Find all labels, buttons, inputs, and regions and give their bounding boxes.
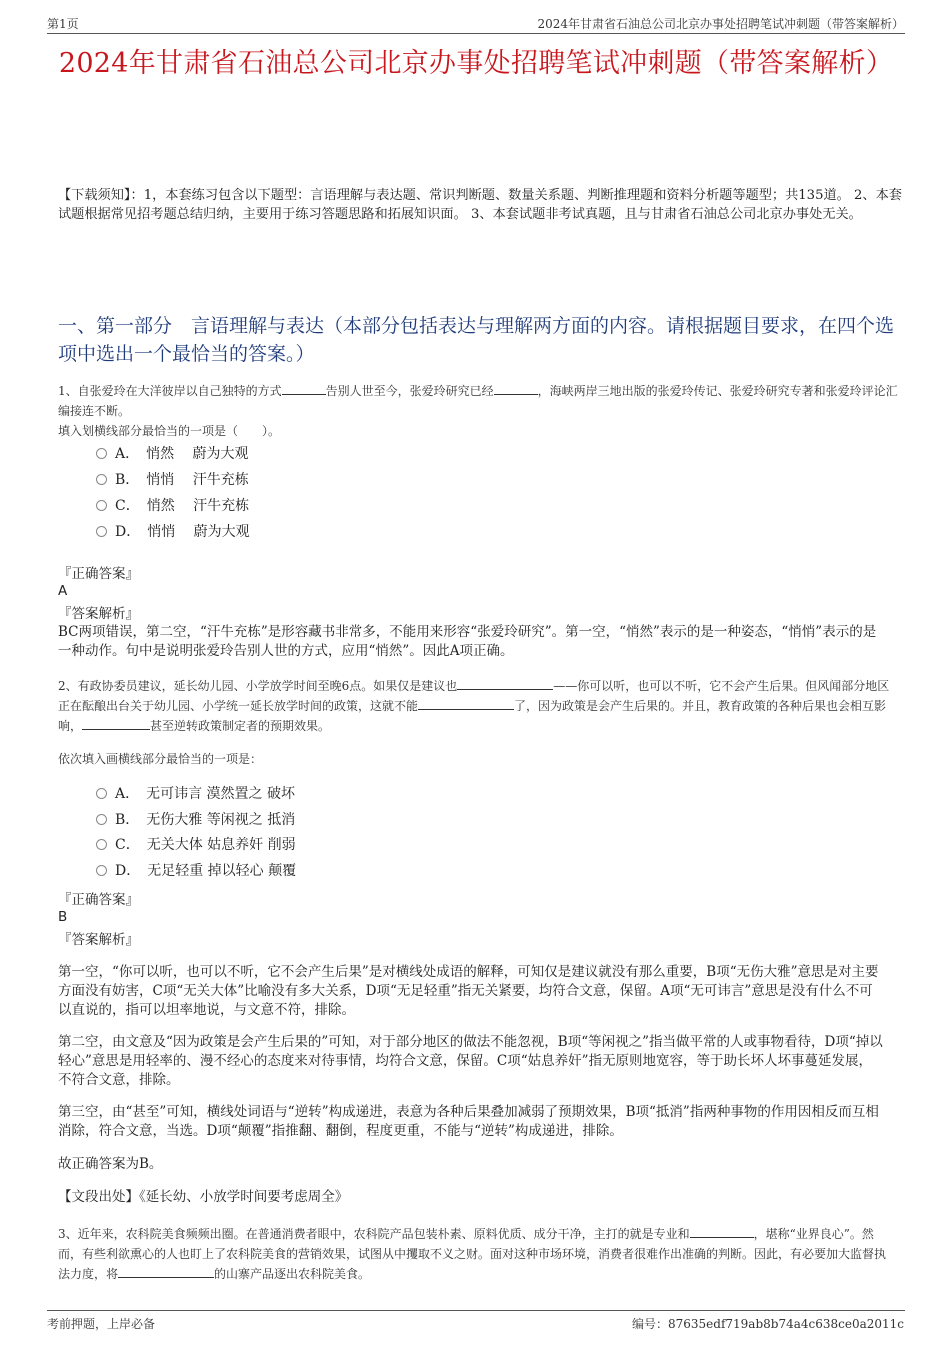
radio-icon[interactable] xyxy=(96,448,107,459)
blank-line xyxy=(418,696,514,710)
option-label: C． 无关大体 姑息养奸 削弱 xyxy=(115,837,296,853)
radio-icon[interactable] xyxy=(96,474,107,485)
question-3-part-b: ，堪称“业界良心”。然而，有些利欲熏心的人也盯上了农科院美食的营销效果，试图从中攫取不义之财。面对这种市场环境，消费者很难作出准确的判断。因此，有必要加大监督执法力度，将 xyxy=(58,1227,887,1281)
header-rule xyxy=(47,33,905,34)
correct-answer-label: 『正确答案』 xyxy=(58,566,139,582)
question-2-part-d: 甚至逆转政策制定者的预期效果。 xyxy=(150,719,331,733)
question-3-part-c: 的山寨产品逐出农科院美食。 xyxy=(214,1267,371,1281)
question-2-conclusion: 故正确答案为B。 xyxy=(58,1156,163,1172)
question-1-option-d[interactable] xyxy=(96,521,250,543)
question-1-option-b[interactable] xyxy=(96,469,249,491)
document-title: 2024年甘肃省石油总公司北京办事处招聘笔试冲刺题（带答案解析） xyxy=(58,48,894,79)
blank-line xyxy=(82,716,150,730)
footer-rule xyxy=(47,1310,905,1311)
option-label: A． 无可讳言 漠然置之 破坏 xyxy=(115,786,296,802)
radio-icon[interactable] xyxy=(96,526,107,537)
blank-line xyxy=(690,1224,754,1238)
question-1-part-c: ，海峡两岸三地出版的张爱玲传记、张爱玲研究专著和张爱玲评论汇编接连不断。 xyxy=(58,384,898,418)
question-2-source: 【文段出处】《延长幼、小放学时间要考虑周全》 xyxy=(58,1189,349,1205)
option-label: C． 悄然 汗牛充栋 xyxy=(115,498,250,514)
question-2-prompt: 依次填入画横线部分最恰当的一项是： xyxy=(58,752,263,766)
radio-icon[interactable] xyxy=(96,788,107,799)
blank-line xyxy=(457,676,553,690)
section-heading: 一、第一部分 言语理解与表达（本部分包括表达与理解两方面的内容。请根据题目要求，在四个选项中选出一个最恰当的答案。） xyxy=(58,315,895,365)
page-number: 第1页 xyxy=(47,17,79,31)
correct-answer: B xyxy=(58,909,68,925)
radio-icon[interactable] xyxy=(96,865,107,876)
question-1-part-a: 1、自张爱玲在大洋彼岸以自己独特的方式 xyxy=(58,384,282,398)
question-1-option-c[interactable] xyxy=(96,495,249,517)
question-2-option-a[interactable] xyxy=(96,783,295,805)
question-3-part-a: 3、近年来，农科院美食频频出圈。在普通消费者眼中，农科院产品包装朴素、原料优质、成分干净，主打的就是专业和 xyxy=(58,1227,690,1241)
blank-line xyxy=(118,1264,214,1278)
blank-line xyxy=(494,381,538,395)
question-2-part-a: 2、有政协委员建议，延长幼儿园、小学放学时间至晚6点。如果仅是建议也 xyxy=(58,679,458,693)
footer-slogan: 考前押题，上岸必备 xyxy=(47,1317,156,1331)
radio-icon[interactable] xyxy=(96,814,107,825)
running-header-title: 2024年甘肃省石油总公司北京办事处招聘笔试冲刺题（带答案解析） xyxy=(537,17,904,31)
question-2-analysis-1: 第一空，“你可以听，也可以不听，它不会产生后果”是对横线处成语的解释，可知仅是建议就没有那么重要，B项“无伤大雅”意思是对主要方面没有妨害，C项“无关大体”比喻没有多大关系，D项“无足轻重”指无关紧要，均符合文意，保留。A项“无可讳言”意思是没有什么不可以直说的，指可以坦率地说，与文意不符，排除。 xyxy=(58,964,879,1018)
question-2-analysis-2: 第二空，由文意及“因为政策是会产生后果的”可知，对于部分地区的做法不能忽视，B项“等闲视之”指当做平常的人或事物看待，D项“掉以轻心”意思是用轻率的、漫不经心的态度来对待事情，均符合文意，保留。C项“姑息养奸”指无原则地宽容，等于助长坏人坏事蔓延发展，不符合文意，排除。 xyxy=(58,1034,883,1088)
radio-icon[interactable] xyxy=(96,500,107,511)
question-3-text xyxy=(58,1224,893,1284)
question-2-analysis-3: 第三空，由“甚至”可知，横线处词语与“逆转”构成递进，表意为各种后果叠加减弱了预期效果，B项“抵消”指两种事物的作用因相反而互相消除，符合文意，当选。D项“颠覆”指推翻、翻倒，程度更重，不能与“逆转”构成递进，排除。 xyxy=(58,1104,879,1139)
question-2-part-b: ——你可以听，也可以不听，它不会产生后果。但风闻部分地区正在酝酿出台关于幼儿园、小学统一延长放学时间的政策，这就不能 xyxy=(58,679,890,713)
download-notice: 【下载须知】：1，本套练习包含以下题型：言语理解与表达题、常识判断题、数量关系题、判断推理题和资料分析题等题型；共135道。 2、本套试题根据常见招考题总结归纳，主要用于练习答题思路和拓展知识面。 3、本套试题非考试真题，且与甘肃省石油总公司北京办事处无关。 xyxy=(58,188,902,222)
analysis-label: 『答案解析』 xyxy=(58,606,139,622)
question-1-option-a[interactable] xyxy=(96,443,249,465)
question-1-text xyxy=(58,381,903,421)
option-label: B． 悄悄 汗牛充栋 xyxy=(115,472,249,488)
question-1-analysis: BC两项错误，第二空，“汗牛充栋”是形容藏书非常多，不能用来形容“张爱玲研究”。第一空，“悄然”表示的是一种姿态，“悄悄”表示的是一种动作。句中是说明张爱玲告别人世的方式，应用“悄然”。因此A项正确。 xyxy=(58,624,877,659)
option-label: B． 无伤大雅 等闲视之 抵消 xyxy=(115,812,296,828)
option-label: A． 悄然 蔚为大观 xyxy=(115,446,249,462)
question-2-option-c[interactable] xyxy=(96,834,296,856)
blank-line xyxy=(282,381,326,395)
analysis-label: 『答案解析』 xyxy=(58,932,139,948)
question-2-option-b[interactable] xyxy=(96,809,295,831)
correct-answer: A xyxy=(58,583,68,599)
question-1-part-b: 告别人世至今，张爱玲研究已经 xyxy=(325,384,494,398)
question-1-prompt: 填入划横线部分最恰当的一项是（ ）。 xyxy=(58,424,281,438)
option-label: D． 无足轻重 掉以轻心 颠覆 xyxy=(115,863,297,879)
correct-answer-label: 『正确答案』 xyxy=(58,892,139,908)
option-label: D． 悄悄 蔚为大观 xyxy=(115,524,250,540)
question-2-option-d[interactable] xyxy=(96,860,296,882)
radio-icon[interactable] xyxy=(96,839,107,850)
document-id: 编号：87635edf719ab8b74a4c638ce0a2011c xyxy=(631,1317,904,1331)
question-2-text xyxy=(58,676,893,736)
question-2-part-c: 了，因为政策是会产生后果的。并且，教育政策的各种后果也会相互影响， xyxy=(58,699,887,733)
